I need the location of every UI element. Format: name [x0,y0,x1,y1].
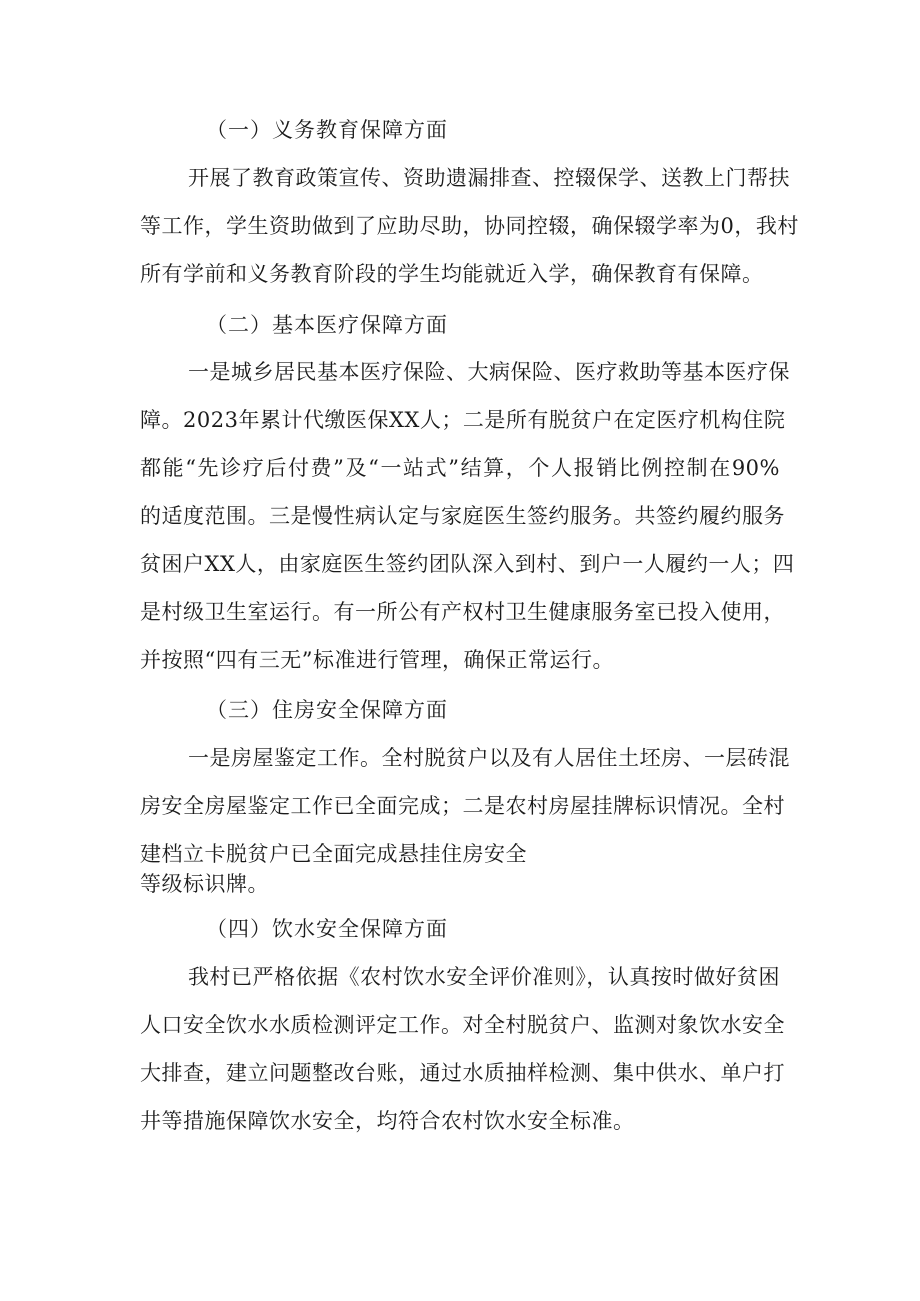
paragraph-line: 大排查，建立问题整改台账，通过水质抽样检测、集中供水、单户打 [140,1061,785,1085]
paragraph-line: 贫困户XX人，由家庭医生签约团队深入到村、到户一人履约一人；四 [140,552,795,576]
section-heading-education: （一）义务教育保障方面 [206,118,448,142]
paragraph-line: 井等措施保障饮水安全，均符合农村饮水安全标准。 [140,1109,635,1133]
paragraph-line: 等工作，学生资助做到了应助尽助，协同控辍，确保辍学率为0，我村 [140,214,799,238]
paragraph-line: 是村级卫生室运行。有一所公有产权村卫生健康服务室已投入使用， [140,600,785,624]
paragraph-line: 一是房屋鉴定工作。全村脱贫户以及有人居住土坯房、一层砖混 [188,746,790,770]
paragraph-line: 所有学前和义务教育阶段的学生均能就近入学，确保教育有保障。 [140,262,764,286]
paragraph-line: 并按照“四有三无”标准进行管理，确保正常运行。 [140,648,614,672]
paragraph-line: 都能“先诊疗后付费”及“一站式”结算，个人报销比例控制在90% [140,456,780,480]
section-heading-water: （四）饮水安全保障方面 [206,917,448,941]
paragraph-line: 障。2023年累计代缴医保XX人；二是所有脱贫户在定医疗机构住院 [140,408,786,432]
paragraph-line: 一是城乡居民基本医疗保险、大病保险、医疗救助等基本医疗保 [188,360,790,384]
paragraph-line: 的适度范围。三是慢性病认定与家庭医生签约服务。共签约履约服务 [140,504,785,528]
paragraph-line: 建档立卡脱贫户已全面完成悬挂住房安全 [140,842,527,866]
section-heading-housing: （三）住房安全保障方面 [206,698,448,722]
paragraph-line: 人口安全饮水水质检测评定工作。对全村脱贫户、监测对象饮水安全 [140,1013,785,1037]
paragraph-line: 我村已严格依据《农村饮水安全评价准则》，认真按时做好贫困 [188,965,780,989]
section-heading-medical: （二）基本医疗保障方面 [206,313,448,337]
paragraph-line: 房安全房屋鉴定工作已全面完成；二是农村房屋挂牌标识情况。全村 [140,794,785,818]
paragraph-line: 等级标识牌。 [140,872,269,896]
paragraph-line: 开展了教育政策宣传、资助遗漏排查、控辍保学、送教上门帮扶 [188,166,790,190]
